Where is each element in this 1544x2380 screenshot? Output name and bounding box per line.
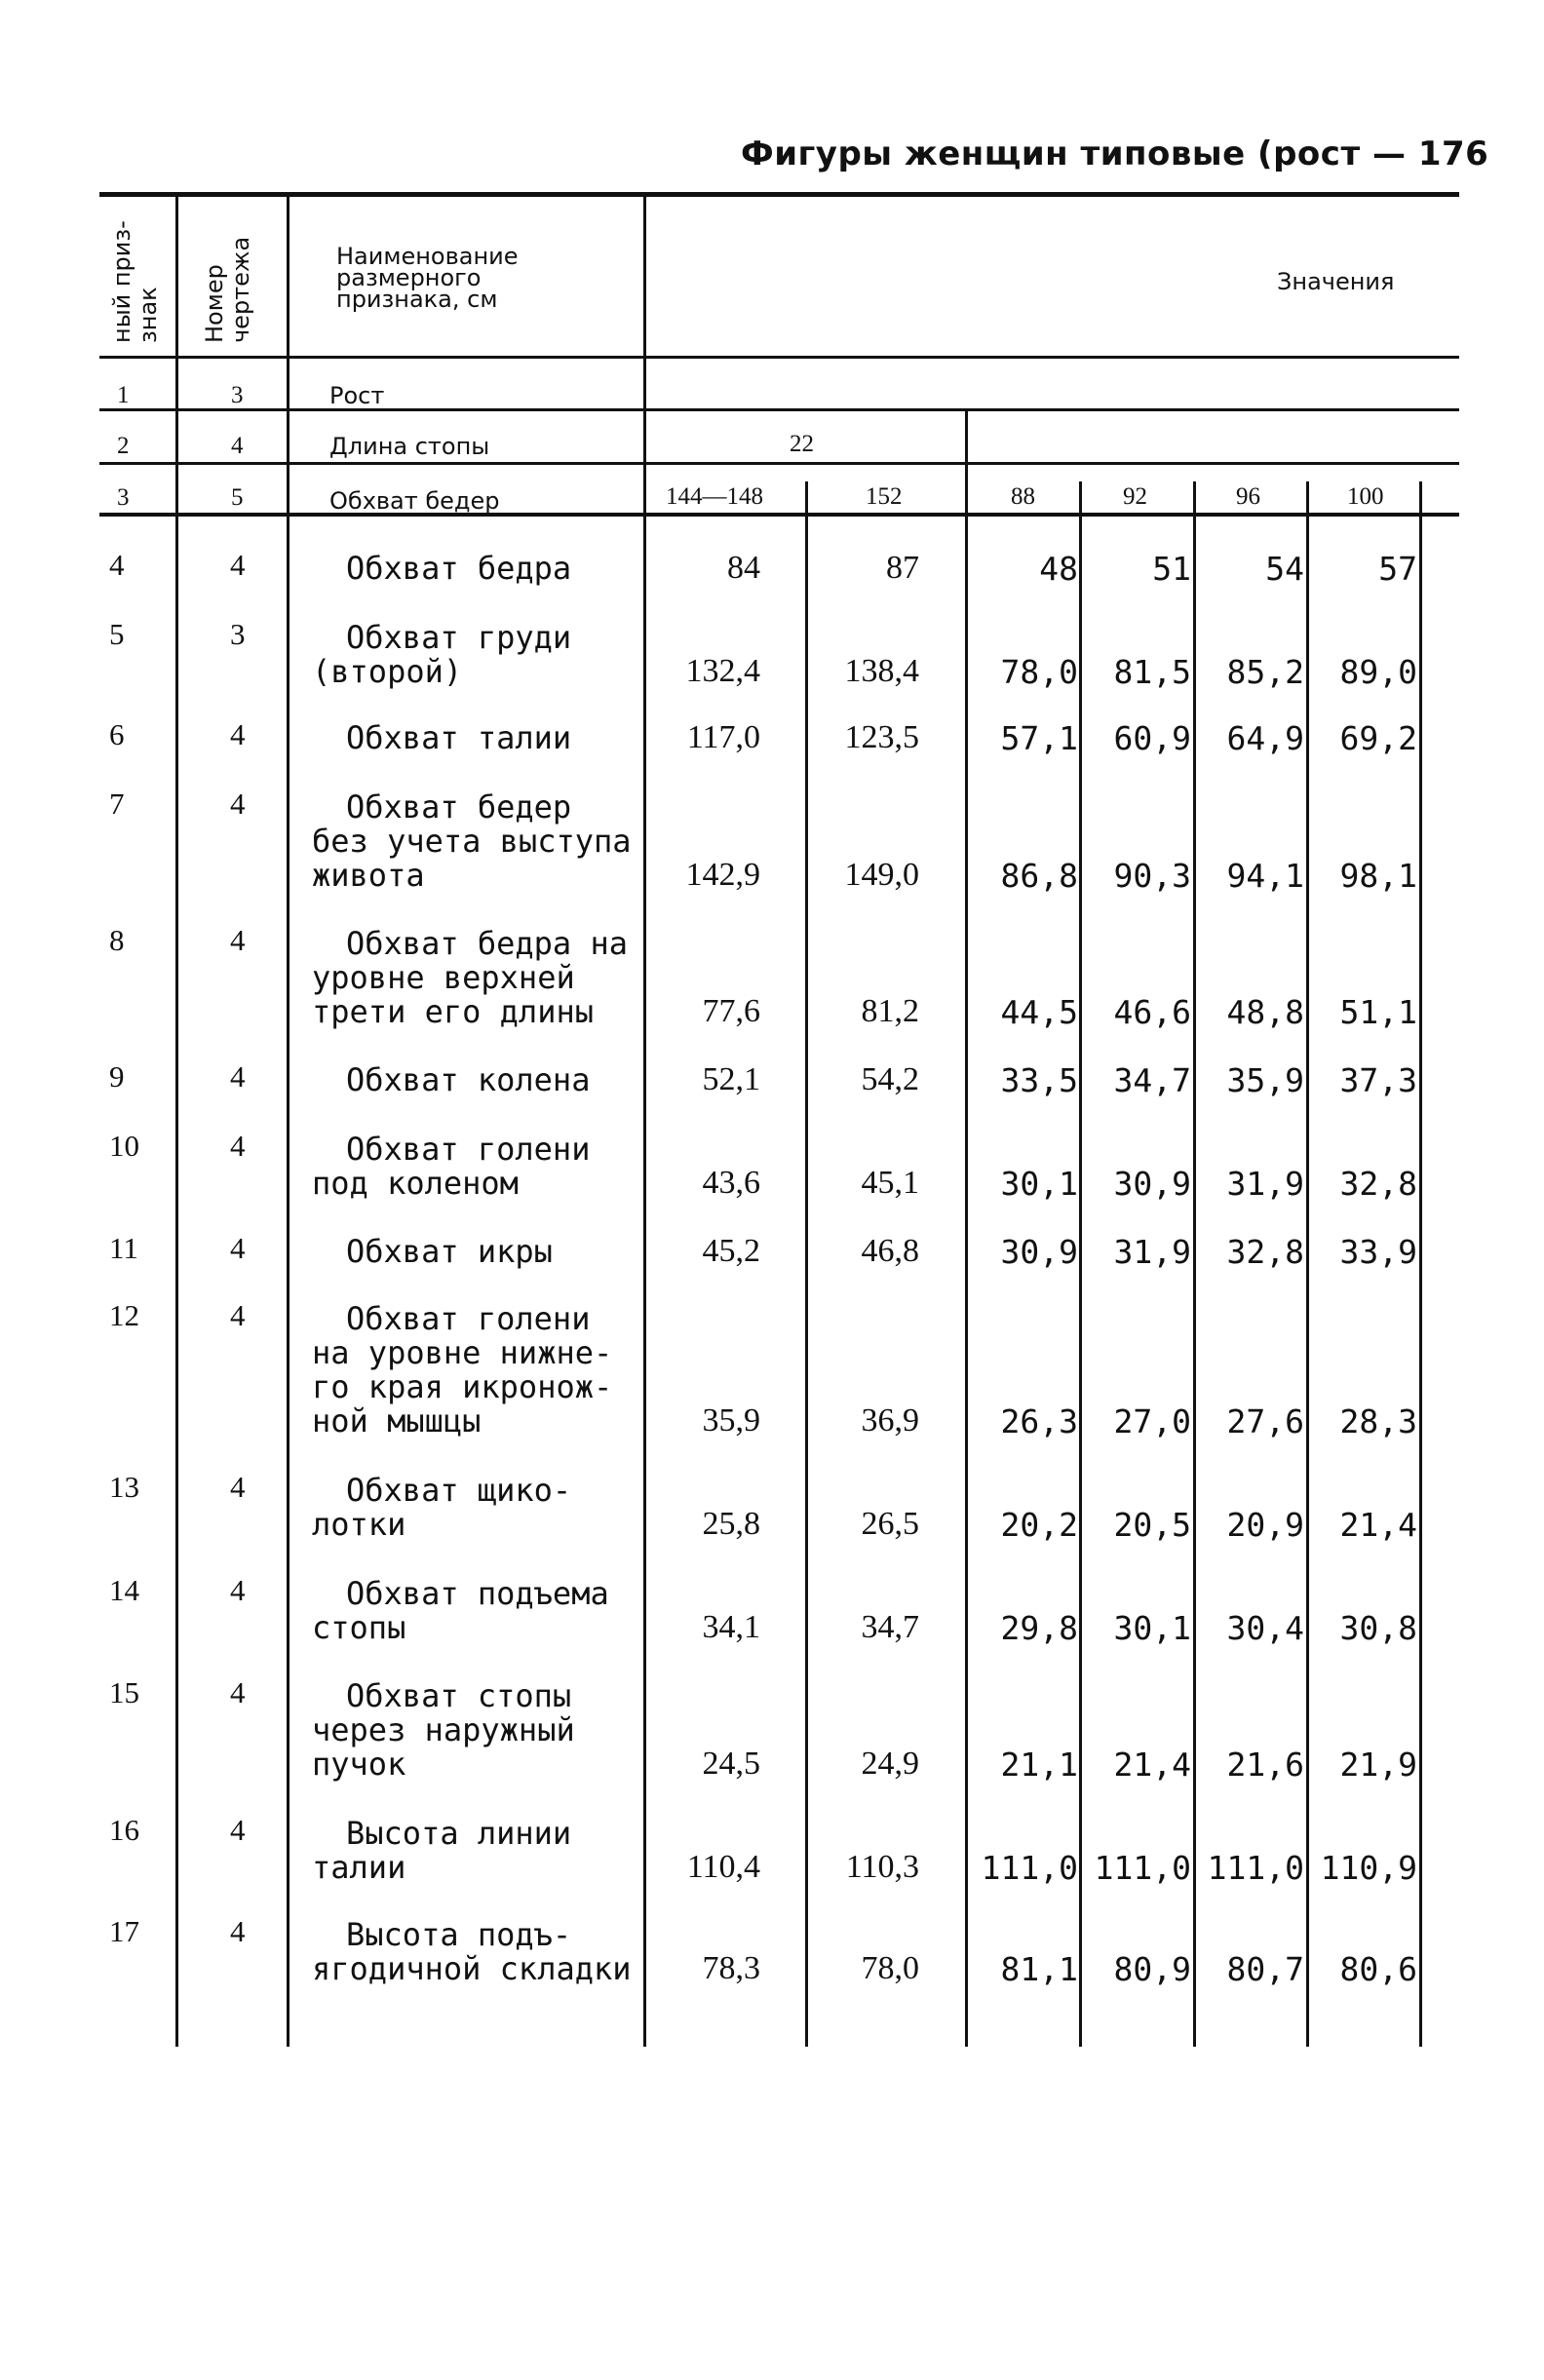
- row-name-line: Обхват щико-: [346, 1472, 572, 1509]
- row-value: 111,0: [1207, 1849, 1304, 1887]
- row1-name: Рост: [329, 382, 385, 409]
- row-drawing: 4: [230, 1231, 246, 1265]
- row-value: 44,5: [1000, 993, 1078, 1031]
- rule-top: [99, 192, 1459, 197]
- row-number: 13: [109, 1470, 139, 1504]
- row-value: 28,3: [1339, 1402, 1417, 1440]
- row-value: 80,9: [1113, 1950, 1191, 1988]
- row1-drawing: 3: [231, 382, 244, 408]
- row-name-line: Обхват икры: [346, 1233, 553, 1270]
- row-value: 21,4: [1339, 1506, 1417, 1544]
- row-name-line: Высота линии: [346, 1815, 572, 1852]
- row-name-line: Обхват голени: [346, 1131, 591, 1168]
- header-col3: Наименование размерного признака, см: [336, 243, 519, 313]
- row-value: 37,3: [1339, 1061, 1417, 1099]
- row-value: 98,1: [1339, 857, 1417, 895]
- row-name-line: го края икронож-: [312, 1368, 613, 1405]
- row-drawing: 4: [230, 1059, 246, 1094]
- row-value: 138,4: [844, 653, 919, 689]
- row-value: 57: [1378, 550, 1417, 588]
- col-divider-2: [287, 195, 290, 2047]
- row-value: 35,9: [1226, 1061, 1304, 1099]
- row-value: 80,6: [1339, 1950, 1417, 1988]
- row2-value: 22: [790, 431, 814, 457]
- row-name-line: через наружный: [312, 1711, 575, 1748]
- row-value: 123,5: [844, 719, 919, 755]
- col-divider-4: [805, 481, 808, 2047]
- row-value: 90,3: [1113, 857, 1191, 895]
- row-name-line: трети его длины: [312, 993, 594, 1030]
- row2-drawing: 4: [231, 433, 244, 459]
- row-name-line: Обхват подъема: [346, 1575, 609, 1612]
- row-value: 48,8: [1226, 993, 1304, 1031]
- row3-name: Обхват бедер: [329, 487, 500, 515]
- row-value: 51: [1152, 550, 1191, 588]
- row-drawing: 4: [230, 1129, 246, 1163]
- row-value: 94,1: [1226, 857, 1304, 895]
- row-value: 34,7: [861, 1609, 919, 1645]
- row-number: 7: [109, 787, 125, 821]
- row3-value-1: 144—148: [666, 483, 763, 510]
- row-name-line: талии: [312, 1849, 406, 1886]
- row-name-line: Обхват бедер: [346, 788, 572, 825]
- row-value: 34,1: [702, 1609, 760, 1645]
- row-value: 30,8: [1339, 1609, 1417, 1647]
- row3-number: 3: [117, 484, 130, 511]
- row-value: 33,9: [1339, 1233, 1417, 1271]
- row-name-line: стопы: [312, 1609, 406, 1646]
- row-value: 31,9: [1113, 1233, 1191, 1271]
- row-drawing: 4: [230, 717, 246, 751]
- row-drawing: 4: [230, 1813, 246, 1847]
- row-drawing: 4: [230, 1914, 246, 1948]
- row-number: 12: [109, 1298, 139, 1332]
- row-value: 36,9: [861, 1402, 919, 1439]
- row-drawing: 4: [230, 923, 246, 957]
- row-value: 30,1: [1000, 1165, 1078, 1203]
- row-number: 17: [109, 1914, 139, 1948]
- row-value: 132,4: [685, 653, 760, 689]
- row-value: 32,8: [1226, 1233, 1304, 1271]
- row-value: 64,9: [1226, 719, 1304, 757]
- row-value: 80,7: [1226, 1950, 1304, 1988]
- row-value: 89,0: [1339, 653, 1417, 691]
- rule-row3: [99, 513, 1459, 517]
- row3-value-4: 92: [1123, 483, 1147, 510]
- row-value: 117,0: [686, 719, 760, 755]
- row-number: 11: [109, 1231, 138, 1265]
- page-title: Фигуры женщин типовые (рост — 176: [741, 134, 1489, 173]
- row-number: 8: [109, 923, 125, 957]
- row-value: 78,0: [1000, 653, 1078, 691]
- row-value: 30,9: [1000, 1233, 1078, 1271]
- row-name-line: Обхват талии: [346, 719, 572, 756]
- row3-value-6: 100: [1347, 483, 1384, 510]
- row-name-line: Обхват колена: [346, 1061, 591, 1098]
- row-value: 21,9: [1339, 1746, 1417, 1784]
- col-divider-5: [965, 411, 968, 2047]
- row-drawing: 3: [230, 617, 246, 651]
- row-number: 9: [109, 1059, 125, 1094]
- row-value: 48: [1039, 550, 1078, 588]
- row-value: 45,1: [861, 1165, 919, 1201]
- row-value: 57,1: [1000, 719, 1078, 757]
- row-name-line: Обхват груди: [346, 619, 572, 656]
- header-col2: Номер чертежа: [201, 236, 254, 343]
- row-value: 87: [886, 550, 919, 586]
- row-value: 24,9: [861, 1746, 919, 1782]
- row3-value-5: 96: [1236, 483, 1260, 510]
- row-drawing: 4: [230, 1298, 246, 1332]
- row3-drawing: 5: [231, 484, 244, 511]
- row-value: 149,0: [844, 857, 919, 893]
- row-value: 77,6: [702, 993, 760, 1029]
- row-value: 78,0: [861, 1950, 919, 1986]
- row-value: 25,8: [702, 1506, 760, 1542]
- row-number: 4: [109, 548, 125, 582]
- row-value: 46,6: [1113, 993, 1191, 1031]
- row-name-line: Обхват голени: [346, 1300, 591, 1337]
- row-value: 24,5: [702, 1746, 760, 1782]
- row-value: 26,3: [1000, 1402, 1078, 1440]
- row-value: 54,2: [861, 1061, 919, 1097]
- row-drawing: 4: [230, 548, 246, 582]
- row-value: 85,2: [1226, 653, 1304, 691]
- row-value: 78,3: [702, 1950, 760, 1986]
- row-value: 60,9: [1113, 719, 1191, 757]
- row-value: 69,2: [1339, 719, 1417, 757]
- row-value: 20,2: [1000, 1506, 1078, 1544]
- col-divider-7: [1193, 481, 1196, 2047]
- row-number: 10: [109, 1129, 139, 1163]
- rule-row1: [99, 408, 1459, 411]
- row-drawing: 4: [230, 787, 246, 821]
- col-divider-9: [1419, 481, 1422, 2047]
- row3-value-3: 88: [1011, 483, 1035, 510]
- col-divider-6: [1079, 481, 1082, 2047]
- row-name-line: уровне верхней: [312, 959, 575, 996]
- row-value: 81,2: [861, 993, 919, 1029]
- row-name-line: Обхват стопы: [346, 1677, 572, 1714]
- row-value: 32,8: [1339, 1165, 1417, 1203]
- row-value: 81,5: [1113, 653, 1191, 691]
- row-name-line: ной мышцы: [312, 1402, 482, 1440]
- row-value: 21,1: [1000, 1746, 1078, 1784]
- row-value: 27,6: [1226, 1402, 1304, 1440]
- row-name-line: под коленом: [312, 1165, 519, 1202]
- row-value: 30,4: [1226, 1609, 1304, 1647]
- row-drawing: 4: [230, 1470, 246, 1504]
- row-value: 21,6: [1226, 1746, 1304, 1784]
- row-value: 20,5: [1113, 1506, 1191, 1544]
- row-name-line: на уровне нижне-: [312, 1334, 613, 1371]
- row-value: 110,3: [845, 1849, 919, 1885]
- row-number: 15: [109, 1675, 139, 1709]
- row-name-line: живота: [312, 857, 425, 894]
- header-values: Значения: [1277, 268, 1395, 295]
- rule-row2a: [99, 462, 967, 465]
- row-drawing: 4: [230, 1573, 246, 1607]
- row-value: 27,0: [1113, 1402, 1191, 1440]
- row-value: 81,1: [1000, 1950, 1078, 1988]
- row-value: 46,8: [861, 1233, 919, 1269]
- col-divider-8: [1306, 481, 1309, 2047]
- row-name-line: Обхват бедра: [346, 550, 572, 587]
- row-name-line: (второй): [312, 653, 463, 690]
- row-value: 29,8: [1000, 1609, 1078, 1647]
- row-value: 110,4: [686, 1849, 760, 1885]
- row-value: 142,9: [685, 857, 760, 893]
- row-value: 86,8: [1000, 857, 1078, 895]
- row-value: 111,0: [1094, 1849, 1191, 1887]
- row-value: 43,6: [702, 1165, 760, 1201]
- row-name-line: Высота подъ-: [346, 1916, 572, 1953]
- row-value: 34,7: [1113, 1061, 1191, 1099]
- row-name-line: ягодичной складки: [312, 1950, 632, 1987]
- row-value: 84: [727, 550, 760, 586]
- row-number: 6: [109, 717, 125, 751]
- row3-value-2: 152: [866, 483, 903, 510]
- row-name-line: лотки: [312, 1506, 406, 1543]
- row-name-line: пучок: [312, 1746, 406, 1783]
- col-divider-3: [643, 195, 646, 2047]
- row-value: 51,1: [1339, 993, 1417, 1031]
- row-number: 14: [109, 1573, 139, 1607]
- row-value: 54: [1265, 550, 1304, 588]
- row1-number: 1: [117, 382, 130, 408]
- row-number: 16: [109, 1813, 139, 1847]
- row-drawing: 4: [230, 1675, 246, 1709]
- row-value: 33,5: [1000, 1061, 1078, 1099]
- row-value: 30,9: [1113, 1165, 1191, 1203]
- row2-number: 2: [117, 433, 130, 459]
- row-value: 35,9: [702, 1402, 760, 1439]
- rule-row2b: [967, 462, 1459, 465]
- rule-header-bottom: [99, 356, 1459, 359]
- row-number: 5: [109, 617, 125, 651]
- header-col1: ный приз- знак: [108, 220, 162, 343]
- row-value: 31,9: [1226, 1165, 1304, 1203]
- row-value: 110,9: [1320, 1849, 1417, 1887]
- row-name-line: без учета выступа: [312, 823, 632, 860]
- row-value: 21,4: [1113, 1746, 1191, 1784]
- row-name-line: Обхват бедра на: [346, 925, 628, 962]
- row2-name: Длина стопы: [329, 433, 490, 460]
- row-value: 26,5: [861, 1506, 919, 1542]
- row-value: 111,0: [981, 1849, 1078, 1887]
- col-divider-1: [175, 195, 178, 2047]
- row-value: 30,1: [1113, 1609, 1191, 1647]
- row-value: 45,2: [702, 1233, 760, 1269]
- row-value: 52,1: [702, 1061, 760, 1097]
- row-value: 20,9: [1226, 1506, 1304, 1544]
